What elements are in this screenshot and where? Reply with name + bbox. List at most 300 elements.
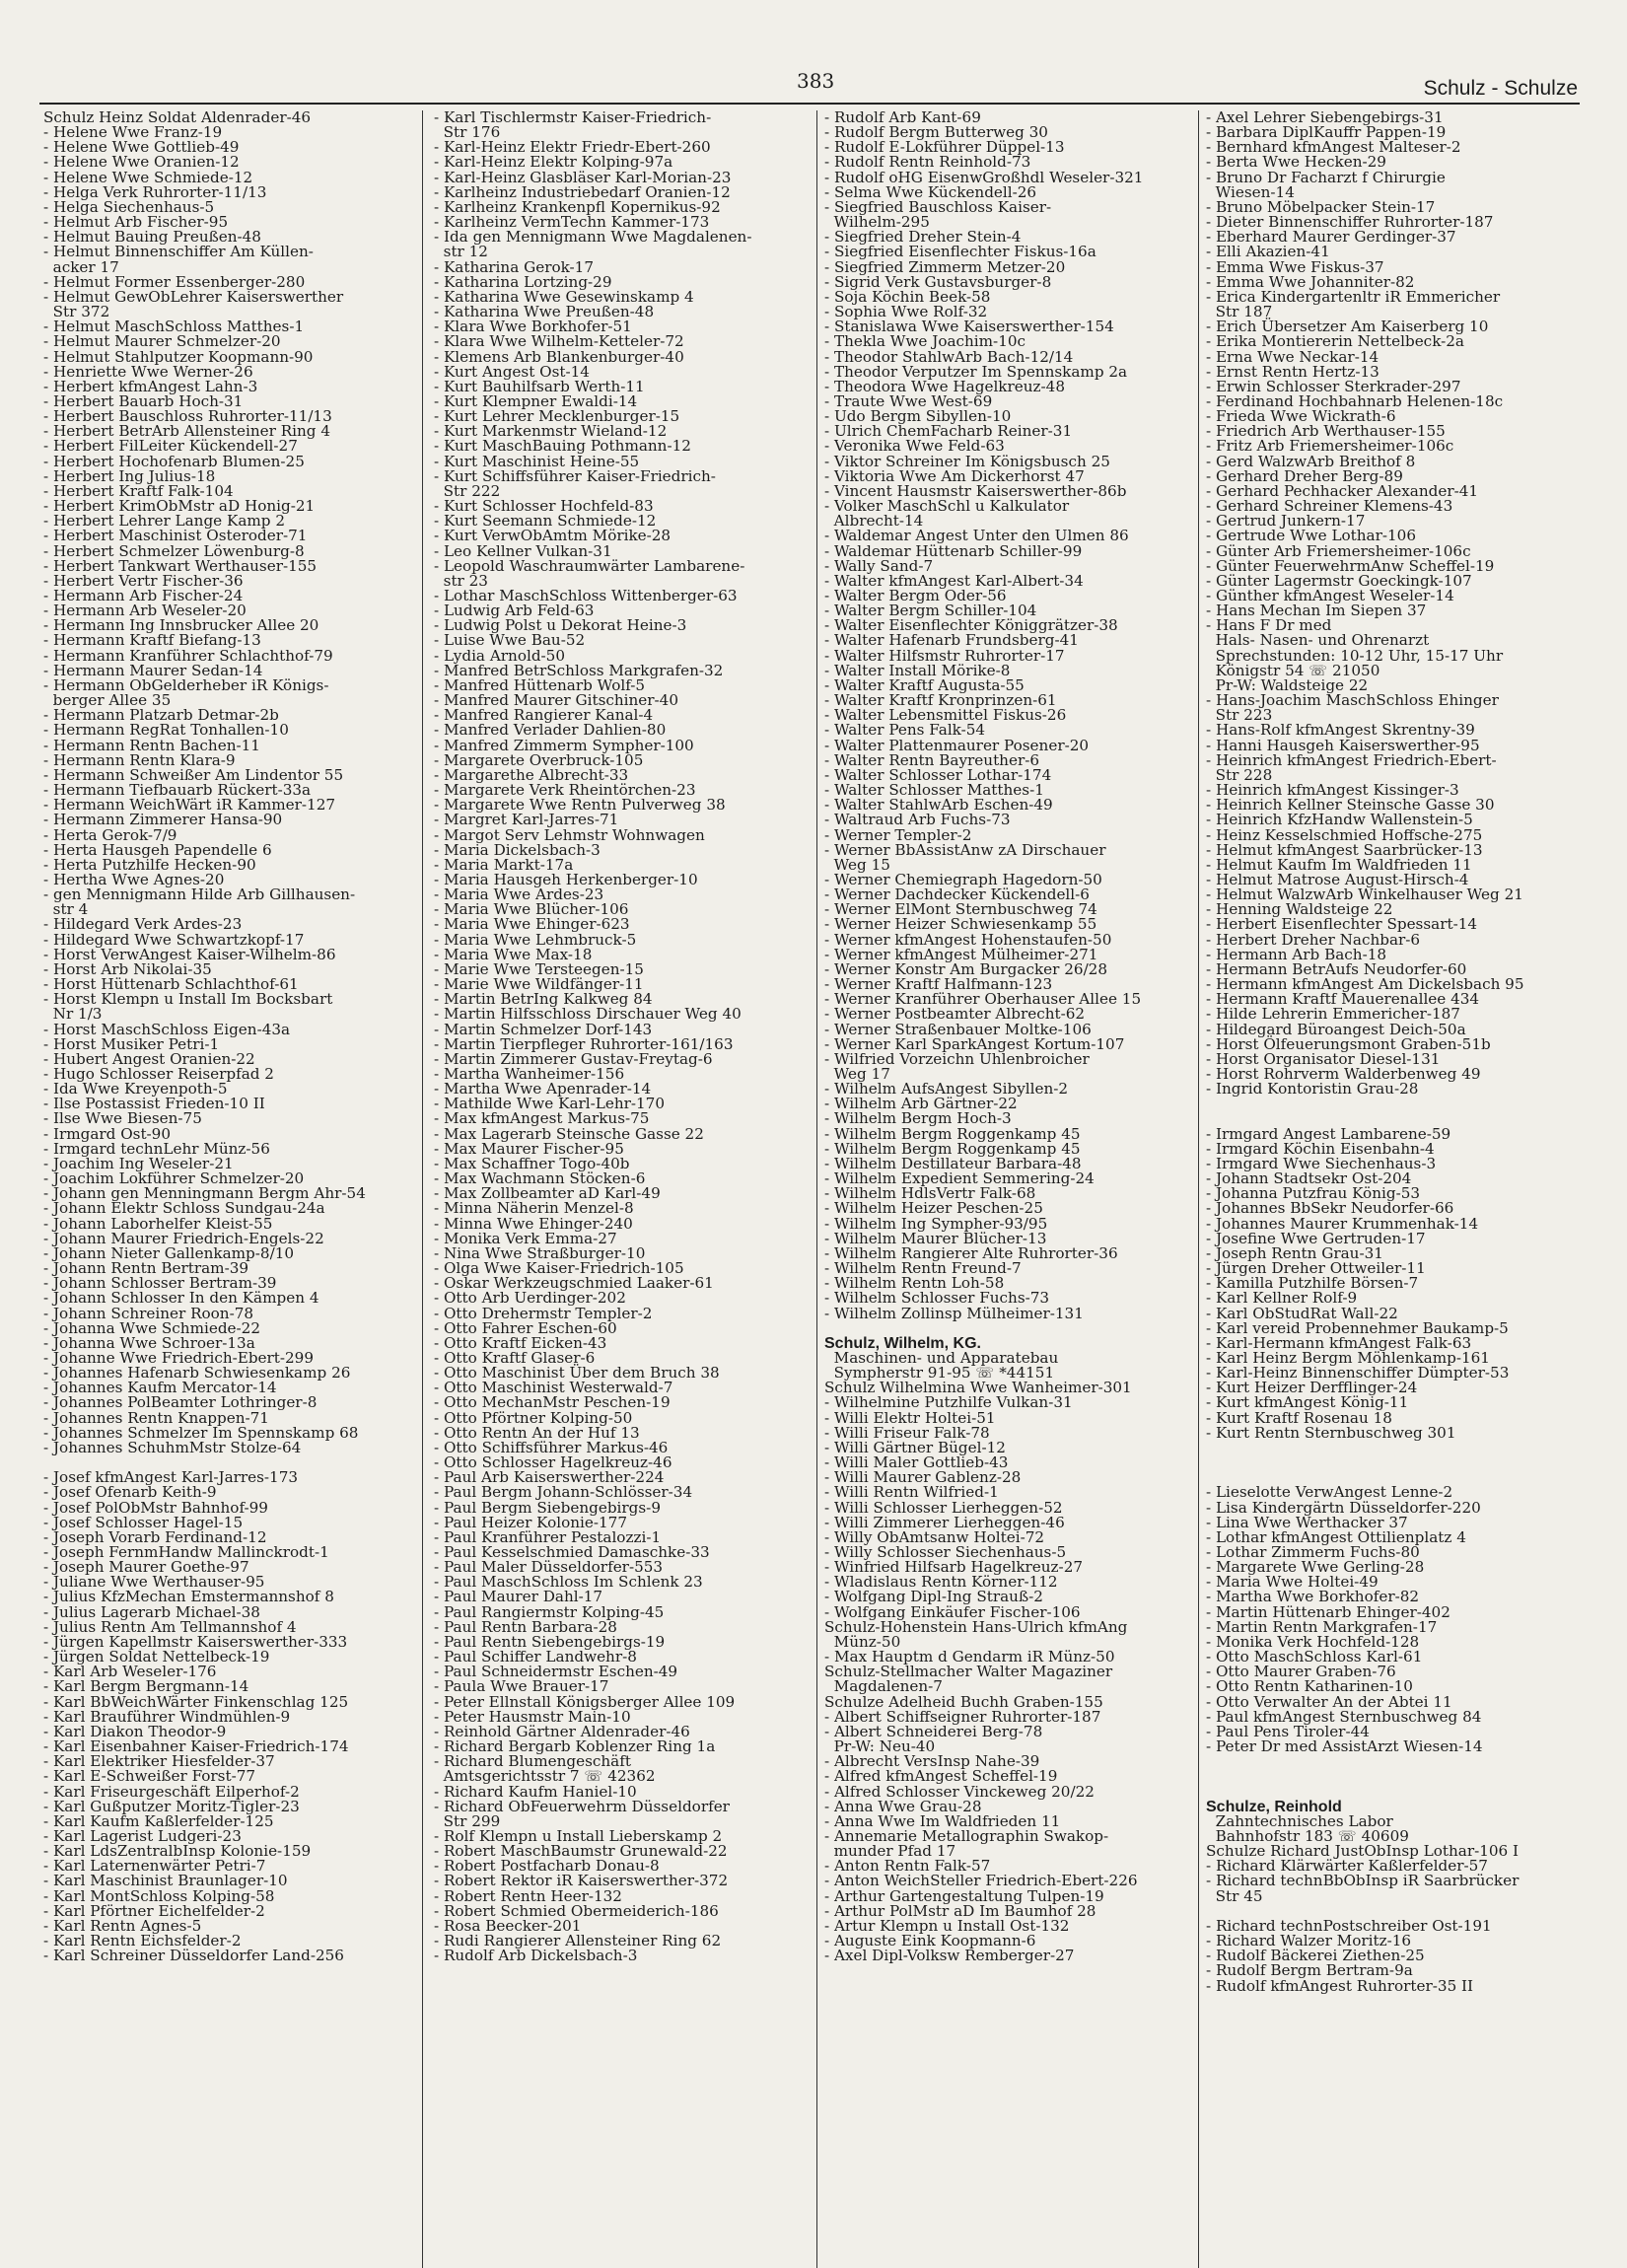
directory-line: - Otto Kraftf Eicken-43 <box>434 1333 607 1352</box>
directory-line: - Karl Brauführer Windmühlen-9 <box>43 1707 291 1726</box>
directory-line <box>1206 1769 1571 1784</box>
directory-line: - Oskar Werkzeugschmied Laaker-61 <box>434 1274 714 1293</box>
directory-line: - Walter Plattenmaurer Posener-20 <box>824 736 1090 754</box>
directory-line: - Irmgard Angest Lambarene-59 <box>1206 1124 1451 1143</box>
directory-line: - Ingrid Kontoristin Grau-28 <box>1206 1080 1419 1099</box>
directory-line: - Martha Wanheimer-156 <box>434 1065 625 1083</box>
directory-line: - Martin Hüttenarb Ehinger-402 <box>1206 1602 1450 1621</box>
directory-line: Schulze Richard JustObInsp Lothar-106 I <box>1206 1842 1520 1861</box>
directory-line: - Bruno Möbelpacker Stein-17 <box>1206 197 1436 216</box>
directory-line: - Horst Rohrverm Walderbenweg 49 <box>1206 1065 1481 1083</box>
directory-line: - Martin Hilfsschloss Dirschauer Weg 40 <box>434 1005 742 1024</box>
directory-line: - Gerhard Dreher Berg-89 <box>1206 466 1403 485</box>
directory-line: - Paul Heizer Kolonie-177 <box>434 1513 628 1531</box>
directory-line: - Katharina Gerok-17 <box>434 257 594 276</box>
directory-line: - Karl Gußputzer Moritz-Tigler-23 <box>43 1797 300 1815</box>
directory-line: - Kamilla Putzhilfe Börsen-7 <box>1206 1274 1419 1293</box>
directory-line: - Johann Schlosser In den Kämpen 4 <box>43 1289 319 1308</box>
directory-line: - Willi Friseur Falk-78 <box>824 1423 990 1442</box>
directory-line: - Willi Gärtner Bügel-12 <box>824 1438 1006 1456</box>
directory-line: - Joseph Vorarb Ferdinand-12 <box>43 1527 267 1546</box>
directory-line: - Josefine Wwe Gertruden-17 <box>1206 1229 1426 1247</box>
directory-line: - Willi Maurer Gablenz-28 <box>824 1468 1022 1487</box>
directory-line: - Paul Rangiermstr Kolping-45 <box>434 1602 665 1621</box>
directory-line: - Wilhelm Bergm Roggenkamp 45 <box>824 1124 1081 1143</box>
directory-line: - Karl Eisenbahner Kaiser-Friedrich-174 <box>43 1737 349 1756</box>
directory-line: - Dieter Binnenschiffer Ruhrorter-187 <box>1206 213 1494 232</box>
directory-line: - Werner Templer-2 <box>824 825 972 844</box>
directory-line: - Richard technPostschreiber Ost-191 <box>1206 1916 1492 1935</box>
directory-line: - Paul Rentn Siebengebirgs-19 <box>434 1632 666 1651</box>
directory-line: - Axel Dipl-Volksw Remberger-27 <box>824 1947 1075 1965</box>
directory-line: - Luise Wwe Bau-52 <box>434 631 586 650</box>
directory-line: - Monika Verk Hochfeld-128 <box>1206 1632 1420 1651</box>
directory-line: - Peter Dr med AssistArzt Wiesen-14 <box>1206 1737 1483 1756</box>
directory-line: - Klemens Arb Blankenburger-40 <box>434 347 684 366</box>
directory-line: - Paul Maurer Dahl-17 <box>434 1588 603 1606</box>
directory-line: - Horst MaschSchloss Eigen-43a <box>43 1020 291 1038</box>
directory-line: Münz-50 <box>824 1632 901 1651</box>
directory-line: - Walter Lebensmittel Fiskus-26 <box>824 706 1067 725</box>
directory-line: - Walter Bergm Schiller-104 <box>824 602 1037 620</box>
column-separator <box>1198 110 1199 2268</box>
directory-line: - Lina Wwe Werthacker 37 <box>1206 1513 1408 1531</box>
directory-line: - Johann Schlosser Bertram-39 <box>43 1274 277 1293</box>
directory-line: Schulz, Wilhelm, KG. <box>824 1334 981 1352</box>
directory-line: berger Allee 35 <box>43 691 172 710</box>
directory-line: - Martin Zimmerer Gustav-Freytag-6 <box>434 1049 713 1068</box>
directory-line: - Paul Schiffer Landwehr-8 <box>434 1648 637 1666</box>
directory-line: - Ludwig Arb Feld-63 <box>434 602 595 620</box>
directory-line: - Martin BetrIng Kalkweg 84 <box>434 990 653 1009</box>
directory-line: - Hans F Dr med <box>1206 616 1332 635</box>
directory-line: - Selma Wwe Kückendell-26 <box>824 182 1037 201</box>
directory-line: - Julius Rentn Am Tellmannshof 4 <box>43 1617 297 1636</box>
directory-line: - Margret Karl-Jarres-71 <box>434 811 619 829</box>
directory-line: - Rudolf Bäckerei Ziethen-25 <box>1206 1947 1425 1965</box>
directory-line: - Auguste Eink Koopmann-6 <box>824 1932 1036 1950</box>
directory-line: - Katharina Wwe Preußen-48 <box>434 303 655 321</box>
directory-line: munder Pfad 17 <box>824 1842 956 1861</box>
directory-line: - Paul Kranführer Pestalozzi-1 <box>434 1527 662 1546</box>
directory-line: - Herbert Schmelzer Löwenburg-8 <box>43 541 305 560</box>
directory-line: - Herbert Lehrer Lange Kamp 2 <box>43 512 286 531</box>
directory-line: - Wilhelmine Putzhilfe Vulkan-31 <box>824 1393 1073 1412</box>
directory-line: - Gertrude Wwe Lothar-106 <box>1206 527 1416 545</box>
directory-line: - Maria Wwe Holtei-49 <box>1206 1573 1379 1592</box>
directory-line: Amtsgerichtsstr 7 ☏ 42362 <box>434 1767 656 1786</box>
directory-line: - Albert Schneiderei Berg-78 <box>824 1722 1043 1740</box>
header-rule <box>39 103 1580 105</box>
directory-line: - Wilfried Vorzeichn Uhlenbroicher <box>824 1049 1090 1068</box>
directory-line: - Margot Serv Lehmstr Wohnwagen <box>434 825 705 844</box>
directory-line: - Fritz Arb Friemersheimer-106c <box>1206 437 1454 456</box>
directory-line: - Karl Rentn Eichsfelder-2 <box>43 1932 242 1950</box>
directory-line: - Ida gen Mennigmann Wwe Magdalenen- <box>434 228 752 247</box>
directory-line: - Thekla Wwe Joachim-10c <box>824 332 1026 351</box>
directory-line: - Jürgen Soldat Nettelbeck-19 <box>43 1648 270 1666</box>
directory-line: - Irmgard Köchin Eisenbahn-4 <box>1206 1139 1435 1158</box>
directory-line: - Emma Wwe Fiskus-37 <box>1206 257 1384 276</box>
directory-line: - Johannes SchuhmMstr Stolze-64 <box>43 1438 302 1456</box>
directory-line: - Johannes Hafenarb Schwiesenkamp 26 <box>43 1364 351 1382</box>
directory-line: - Richard Kaufm Haniel-10 <box>434 1782 637 1801</box>
directory-line: - Werner Postbeamter Albrecht-62 <box>824 1005 1086 1024</box>
directory-line: Schulze, Reinhold <box>1206 1798 1342 1815</box>
directory-line: - Kurt MaschBauing Pothmann-12 <box>434 437 691 456</box>
directory-line: - Udo Bergm Sibyllen-10 <box>824 407 1012 426</box>
directory-line: - Karl E-Schweißer Forst-77 <box>43 1767 256 1786</box>
directory-line <box>1206 1441 1571 1455</box>
directory-line: Str 299 <box>434 1811 501 1830</box>
directory-line: - Irmgard technLehr Münz-56 <box>43 1139 270 1158</box>
directory-line: Weg 15 <box>824 855 890 874</box>
directory-line: - Leo Kellner Vulkan-31 <box>434 541 612 560</box>
directory-line: Str 45 <box>1206 1886 1263 1905</box>
directory-line: - Henning Waldsteige 22 <box>1206 900 1393 919</box>
directory-line: - Marie Wwe Wildfänger-11 <box>434 975 644 994</box>
directory-line: str 4 <box>43 900 89 919</box>
column-separator <box>816 110 817 2268</box>
directory-line: - Hermann BetrAufs Neudorfer-60 <box>1206 959 1467 978</box>
directory-line: Str 228 <box>1206 765 1273 784</box>
directory-line: - Helmut WalzwArb Winkelhauser Weg 21 <box>1206 886 1523 904</box>
directory-line: - Paul MaschSchloss Im Schlenk 23 <box>434 1573 703 1592</box>
directory-line: - Jürgen Dreher Ottweiler-11 <box>1206 1259 1426 1278</box>
directory-line: - Lydia Arnold-50 <box>434 646 566 665</box>
directory-line: - Werner Karl SparkAngest Kortum-107 <box>824 1034 1125 1053</box>
directory-line: - Kurt Rentn Sternbuschweg 301 <box>1206 1423 1456 1442</box>
directory-line: - Herbert Kraftf Falk-104 <box>43 481 234 500</box>
directory-line: - Reinhold Gärtner Aldenrader-46 <box>434 1722 690 1740</box>
directory-line: - Karl Pförtner Eichelfelder-2 <box>43 1901 265 1920</box>
directory-line: - Herbert FilLeiter Kückendell-27 <box>43 437 298 456</box>
directory-line: - Otto Kraftf Glaser-6 <box>434 1348 596 1367</box>
directory-line: - Helene Wwe Schmiede-12 <box>43 168 253 186</box>
directory-line: - Johann Stadtsekr Ost-204 <box>1206 1169 1412 1188</box>
directory-line: - Siegfried Eisenflechter Fiskus-16a <box>824 243 1096 261</box>
directory-line: - Johanne Wwe Friedrich-Ebert-299 <box>43 1348 315 1367</box>
directory-line: - Herbert Tankwart Werthauser-155 <box>43 556 318 575</box>
directory-line: - Wilhelm Rentn Loh-58 <box>824 1274 1005 1293</box>
directory-line: - Karl-Heinz Elektr Friedr-Ebert-260 <box>434 138 711 157</box>
directory-line: - Werner BbAssistAnw zA Dirschauer <box>824 840 1106 859</box>
directory-line: - Alfred kfmAngest Scheffel-19 <box>824 1767 1058 1786</box>
directory-line: - Viktoria Wwe Am Dickerhorst 47 <box>824 466 1085 485</box>
directory-line: - Rudolf kfmAngest Ruhrorter-35 II <box>1206 1976 1474 1995</box>
directory-line: - Hermann Tiefbauarb Rückert-33a <box>43 781 312 800</box>
directory-line: - Jürgen Kapellmstr Kaiserswerther-333 <box>43 1632 348 1651</box>
directory-line: - Johannes Maurer Krummenhak-14 <box>1206 1214 1479 1233</box>
directory-line: - Wilhelm Schlosser Fuchs-73 <box>824 1289 1050 1308</box>
directory-line: - Joseph FernmHandw Mallinckrodt-1 <box>43 1543 329 1561</box>
directory-line: Maschinen- und Apparatebau <box>824 1348 1059 1367</box>
directory-line: - Josef Ofenarb Keith-9 <box>43 1483 217 1502</box>
directory-line: - Emma Wwe Johanniter-82 <box>1206 272 1415 291</box>
directory-line: - Gerhard Pechhacker Alexander-41 <box>1206 481 1479 500</box>
directory-line: - Karl Kaufm Kaßlerfelder-125 <box>43 1811 274 1830</box>
directory-line: - Anton WeichSteller Friedrich-Ebert-226 <box>824 1872 1138 1890</box>
directory-line: - Karl vereid Probennehmer Baukamp-5 <box>1206 1318 1509 1337</box>
directory-line: - Maria Wwe Ardes-23 <box>434 886 604 904</box>
directory-line: - Martin Schmelzer Dorf-143 <box>434 1020 653 1038</box>
directory-line: - Helene Wwe Gottlieb-49 <box>43 138 240 157</box>
column-1 <box>43 110 408 1963</box>
directory-line: str 12 <box>434 243 488 261</box>
directory-line: - Karl MontSchloss Kolping-58 <box>43 1886 275 1905</box>
directory-line: - Hermann Arb Bach-18 <box>1206 945 1387 963</box>
directory-line: - Maria Wwe Lehmbruck-5 <box>434 930 637 949</box>
directory-line: - Hermann Rentn Klara-9 <box>43 750 236 769</box>
directory-line: - Helmut Maurer Schmelzer-20 <box>43 332 281 351</box>
directory-line <box>1206 1754 1571 1769</box>
directory-line: Sprechstunden: 10-12 Uhr, 15-17 Uhr <box>1206 646 1504 665</box>
directory-line: - Irmgard Ost-90 <box>43 1124 172 1143</box>
directory-line: - Herbert Bauarb Hoch-31 <box>43 391 244 410</box>
directory-line: - Martin Tierpfleger Ruhrorter-161/163 <box>434 1034 734 1053</box>
directory-line: Str 223 <box>1206 706 1273 725</box>
directory-line: - Karl Maschinist Braunlager-10 <box>43 1872 288 1890</box>
directory-line: - Helene Wwe Oranien-12 <box>43 153 240 172</box>
directory-line: - Otto Arb Uerdinger-202 <box>434 1289 626 1308</box>
directory-line: - Rosa Beecker-201 <box>434 1916 582 1935</box>
directory-line: - Theodor Verputzer Im Spennskamp 2a <box>824 362 1128 381</box>
directory-line: - Karl Arb Weseler-176 <box>43 1663 217 1681</box>
directory-line: - Karl Lagerist Ludgeri-23 <box>43 1826 242 1845</box>
directory-line: - Heinrich KfzHandw Wallenstein-5 <box>1206 811 1473 829</box>
directory-line: - Walter Kraftf Kronprinzen-61 <box>824 691 1057 710</box>
column-4 <box>1206 110 1571 1994</box>
directory-line: acker 17 <box>43 257 119 276</box>
directory-line: - Herbert Bauschloss Ruhrorter-11/13 <box>43 407 332 426</box>
directory-line: - Paul Arb Kaiserswerther-224 <box>434 1468 665 1487</box>
directory-line: - Lothar kfmAngest Ottilienplatz 4 <box>1206 1527 1466 1546</box>
directory-line: - Winfried Hilfsarb Hagelkreuz-27 <box>824 1558 1084 1577</box>
directory-line: - Paul Bergm Siebengebirgs-9 <box>434 1498 661 1517</box>
directory-line: - Volker MaschSchl u Kalkulator <box>824 497 1070 516</box>
directory-line: - Herta Hausgeh Papendelle 6 <box>43 840 272 859</box>
directory-line: - Otto MechanMstr Peschen-19 <box>434 1393 671 1412</box>
directory-line: - Manfred Hüttenarb Wolf-5 <box>434 675 646 694</box>
directory-line: - Kurt Heizer Derfflinger-24 <box>1206 1379 1418 1397</box>
directory-line: - Johann Elektr Schloss Sundgau-24a <box>43 1199 325 1218</box>
directory-line: - Walter kfmAngest Karl-Albert-34 <box>824 571 1084 590</box>
directory-line: Weg 17 <box>824 1065 890 1083</box>
directory-line: - Henriette Wwe Werner-26 <box>43 362 253 381</box>
directory-line: - Karl Schreiner Düsseldorfer Land-256 <box>43 1947 344 1965</box>
directory-line: - Manfred Maurer Gitschiner-40 <box>434 691 679 710</box>
directory-line: - Wally Sand-7 <box>824 556 934 575</box>
directory-line: Sympherstr 91-95 ☏ *44151 <box>824 1364 1055 1382</box>
directory-line: - Johannes Kaufm Mercator-14 <box>43 1379 277 1397</box>
directory-line: - Kurt Maschinist Heine-55 <box>434 452 640 470</box>
directory-line: - Veronika Wwe Feld-63 <box>824 437 1005 456</box>
directory-line: - Lieselotte VerwAngest Lenne-2 <box>1206 1483 1453 1502</box>
directory-line: - Karlheinz Krankenpfl Kopernikus-92 <box>434 197 721 216</box>
directory-line: - Johanna Wwe Schroer-13a <box>43 1333 255 1352</box>
directory-line: - Ulrich ChemFacharb Reiner-31 <box>824 422 1073 441</box>
directory-line: - Minna Wwe Ehinger-240 <box>434 1214 633 1233</box>
directory-line: - Siegfried Zimmerm Metzer-20 <box>824 257 1066 276</box>
directory-line: - Herbert BetrArb Allensteiner Ring 4 <box>43 422 330 441</box>
directory-line: - Rudi Rangierer Allensteiner Ring 62 <box>434 1932 722 1950</box>
directory-line: - Joseph Maurer Goethe-97 <box>43 1558 249 1577</box>
directory-line: - Helmut GewObLehrer Kaiserswerther <box>43 287 344 306</box>
directory-line: - Hugo Schlosser Reiserpfad 2 <box>43 1065 274 1083</box>
column-separator <box>422 110 423 2268</box>
directory-line: - Ferdinand Hochbahnarb Helenen-18c <box>1206 391 1504 410</box>
directory-line: - Johannes Rentn Knappen-71 <box>43 1408 269 1427</box>
directory-line: - Martin Rentn Markgrafen-17 <box>1206 1617 1438 1636</box>
directory-line: - Herbert KrimObMstr aD Honig-21 <box>43 497 316 516</box>
directory-line: - Walter Schlosser Matthes-1 <box>824 781 1044 800</box>
directory-line: - Ludwig Polst u Dekorat Heine-3 <box>434 616 687 635</box>
directory-line: - Albert Schiffseigner Ruhrorter-187 <box>824 1707 1101 1726</box>
directory-line: - Rolf Klempn u Install Lieberskamp 2 <box>434 1826 723 1845</box>
column-3 <box>824 110 1189 1963</box>
directory-line: - Walter Hilfsmstr Ruhrorter-17 <box>824 646 1065 665</box>
directory-line: - Willy Schlosser Siechenhaus-5 <box>824 1543 1067 1561</box>
directory-line: - Erika Montiererin Nettelbeck-2a <box>1206 332 1464 351</box>
directory-line: - Bruno Dr Facharzt f Chirurgie <box>1206 168 1446 186</box>
directory-line: - Johannes PolBeamter Lothringer-8 <box>43 1393 318 1412</box>
directory-line: - Arthur PolMstr aD Im Baumhof 28 <box>824 1901 1096 1920</box>
directory-line: - Richard Walzer Moritz-16 <box>1206 1932 1412 1950</box>
directory-line: Str 222 <box>434 481 501 500</box>
directory-line: - Werner Heizer Schwiesenkamp 55 <box>824 915 1097 934</box>
directory-line: - Juliane Wwe Werthauser-95 <box>43 1573 265 1592</box>
directory-line: - Richard Blumengeschäft <box>434 1752 631 1771</box>
directory-line: - Horst Klempn u Install Im Bocksbart <box>43 990 333 1009</box>
directory-line: - Willi Schlosser Lierheggen-52 <box>824 1498 1063 1517</box>
directory-line: - Leopold Waschraumwärter Lambarene- <box>434 556 745 575</box>
directory-line: - Robert Schmied Obermeiderich-186 <box>434 1901 719 1920</box>
directory-line: Pr-W: Neu-40 <box>824 1737 936 1756</box>
directory-line: Nr 1/3 <box>43 1005 103 1024</box>
directory-line: - Otto MaschSchloss Karl-61 <box>1206 1648 1423 1666</box>
directory-line: - Julius Lagerarb Michael-38 <box>43 1602 260 1621</box>
directory-line: - Richard Klärwärter Kaßlerfelder-57 <box>1206 1857 1488 1876</box>
directory-line: - Walter StahlwArb Eschen-49 <box>824 796 1053 815</box>
directory-line: - Peter Hausmstr Main-10 <box>434 1707 631 1726</box>
directory-line: - Hilde Lehrerin Emmericher-187 <box>1206 1005 1460 1024</box>
directory-line: - Rudolf Arb Kant-69 <box>824 108 981 126</box>
directory-line: - Hildegard Büroangest Deich-50a <box>1206 1020 1466 1038</box>
directory-line: - Vincent Hausmstr Kaiserswerther-86b <box>824 481 1127 500</box>
directory-line: - Günter FeuerwehrmAnw Scheffel-19 <box>1206 556 1495 575</box>
directory-line: Pr-W: Waldsteige 22 <box>1206 675 1369 694</box>
directory-line: - Erica Kindergartenltr iR Emmericher <box>1206 287 1501 306</box>
directory-line: - Theodor StahlwArb Bach-12/14 <box>824 347 1074 366</box>
directory-line: - Josef kfmAngest Karl-Jarres-173 <box>43 1468 299 1487</box>
directory-line: - Wilhelm Rentn Freund-7 <box>824 1259 1022 1278</box>
directory-line: - Werner ElMont Sternbuschweg 74 <box>824 900 1097 919</box>
directory-line: - Kurt Angest Ost-14 <box>434 362 590 381</box>
directory-line: - Karl Kellner Rolf-9 <box>1206 1289 1358 1308</box>
directory-line: - Johann Rentn Bertram-39 <box>43 1259 249 1278</box>
directory-line: - Maria Hausgeh Herkenberger-10 <box>434 870 698 888</box>
directory-line: - Richard ObFeuerwehrm Düsseldorfer <box>434 1797 730 1815</box>
directory-line: - Helene Wwe Franz-19 <box>43 123 223 142</box>
directory-line: - Karl Tischlermstr Kaiser-Friedrich- <box>434 108 712 126</box>
directory-line: - Karl-Hermann kfmAngest Falk-63 <box>1206 1333 1472 1352</box>
directory-line: - Robert MaschBaumstr Grunewald-22 <box>434 1842 728 1861</box>
directory-line <box>1206 1097 1571 1111</box>
directory-line: - Katharina Wwe Gesewinskamp 4 <box>434 287 694 306</box>
directory-line: - Paul Kesselschmied Damaschke-33 <box>434 1543 710 1561</box>
directory-line: - Paul Schneidermstr Eschen-49 <box>434 1663 678 1681</box>
directory-line: - Ilse Postassist Frieden-10 II <box>43 1095 265 1113</box>
directory-line: - Albrecht VersInsp Nahe-39 <box>824 1752 1040 1771</box>
directory-line: Bahnhofstr 183 ☏ 40609 <box>1206 1826 1409 1845</box>
directory-line: - Max Hauptm d Gendarm iR Münz-50 <box>824 1648 1115 1666</box>
directory-line: - Walter Kraftf Augusta-55 <box>824 675 1025 694</box>
directory-line: - Theodora Wwe Hagelkreuz-48 <box>824 377 1065 395</box>
directory-line: - Wilhelm Rangierer Alte Ruhrorter-36 <box>824 1243 1118 1262</box>
directory-line: Magdalenen-7 <box>824 1677 943 1696</box>
directory-line: - Artur Klempn u Install Ost-132 <box>824 1916 1070 1935</box>
directory-line: - Walter Install Mörike-8 <box>824 661 1011 679</box>
directory-line: - Lothar MaschSchloss Wittenberger-63 <box>434 587 738 604</box>
directory-line: - Werner Konstr Am Burgacker 26/28 <box>824 959 1108 978</box>
directory-line: - Paula Wwe Brauer-17 <box>434 1677 609 1696</box>
directory-line: - Maria Wwe Ehinger-623 <box>434 915 630 934</box>
directory-line: - Wolfgang Dipl-Ing Strauß-2 <box>824 1588 1043 1606</box>
directory-line: Str 176 <box>434 123 501 142</box>
directory-line: - Otto Fahrer Eschen-60 <box>434 1318 617 1337</box>
directory-line: - Bernhard kfmAngest Malteser-2 <box>1206 138 1461 157</box>
directory-line: - Karl Bergm Bergmann-14 <box>43 1677 249 1696</box>
directory-line: - Herbert Dreher Nachbar-6 <box>1206 930 1421 949</box>
directory-line: - Werner kfmAngest Hohenstaufen-50 <box>824 930 1112 949</box>
directory-line: - Kurt Lehrer Mecklenburger-15 <box>434 407 680 426</box>
directory-line: - Max Maurer Fischer-95 <box>434 1139 624 1158</box>
page-number: 383 <box>797 69 835 93</box>
directory-line: - Walter Bergm Oder-56 <box>824 587 1007 604</box>
directory-line: - Werner Straßenbauer Moltke-106 <box>824 1020 1092 1038</box>
directory-line: - Manfred Rangierer Kanal-4 <box>434 706 654 725</box>
directory-line: - Horst Ölfeuerungsmont Graben-51b <box>1206 1034 1491 1053</box>
directory-line: - Walter Rentn Bayreuther-6 <box>824 750 1040 769</box>
directory-line: - Rudolf Bergm Bertram-9a <box>1206 1961 1413 1980</box>
directory-line: - Anton Rentn Falk-57 <box>824 1857 991 1876</box>
directory-line: - Erna Wwe Neckar-14 <box>1206 347 1379 366</box>
directory-line: - Max kfmAngest Markus-75 <box>434 1109 650 1128</box>
directory-line: - Alfred Schlosser Vinckeweg 20/22 <box>824 1782 1095 1801</box>
directory-line: - Lisa Kindergärtn Düsseldorfer-220 <box>1206 1498 1481 1517</box>
directory-line: - Werner Dachdecker Kückendell-6 <box>824 886 1090 904</box>
directory-line: - Axel Lehrer Siebengebirgs-31 <box>1206 108 1444 126</box>
directory-line: - Manfred BetrSchloss Markgrafen-32 <box>434 661 724 679</box>
directory-line: - Walter Eisenflechter Königgrätzer-38 <box>824 616 1118 635</box>
directory-line: - Max Zollbeamter aD Karl-49 <box>434 1184 661 1203</box>
directory-line: - Anna Wwe Im Waldfrieden 11 <box>824 1811 1061 1830</box>
directory-line: - Helmut kfmAngest Saarbrücker-13 <box>1206 840 1483 859</box>
directory-line: - Rudolf oHG EisenwGroßhdl Weseler-321 <box>824 168 1144 186</box>
directory-line: - Erich Übersetzer Am Kaiserberg 10 <box>1206 318 1489 336</box>
directory-line: - Herta Gerok-7/9 <box>43 825 177 844</box>
directory-line: - Manfred Verlader Dahlien-80 <box>434 721 667 740</box>
directory-line: Königstr 54 ☏ 21050 <box>1206 661 1380 679</box>
directory-line: - Sophia Wwe Rolf-32 <box>824 303 988 321</box>
directory-line: - Josef PolObMstr Bahnhof-99 <box>43 1498 268 1517</box>
directory-line: Albrecht-14 <box>824 512 924 531</box>
directory-line: - Heinrich Kellner Steinsche Gasse 30 <box>1206 796 1495 815</box>
directory-line: - Paul Maler Düsseldorfer-553 <box>434 1558 664 1577</box>
directory-line: - Waldemar Hüttenarb Schiller-99 <box>824 541 1083 560</box>
directory-line: - Karlheinz Industriebedarf Oranien-12 <box>434 182 731 201</box>
directory-line: - Otto Maschinist Über dem Bruch 38 <box>434 1364 720 1382</box>
